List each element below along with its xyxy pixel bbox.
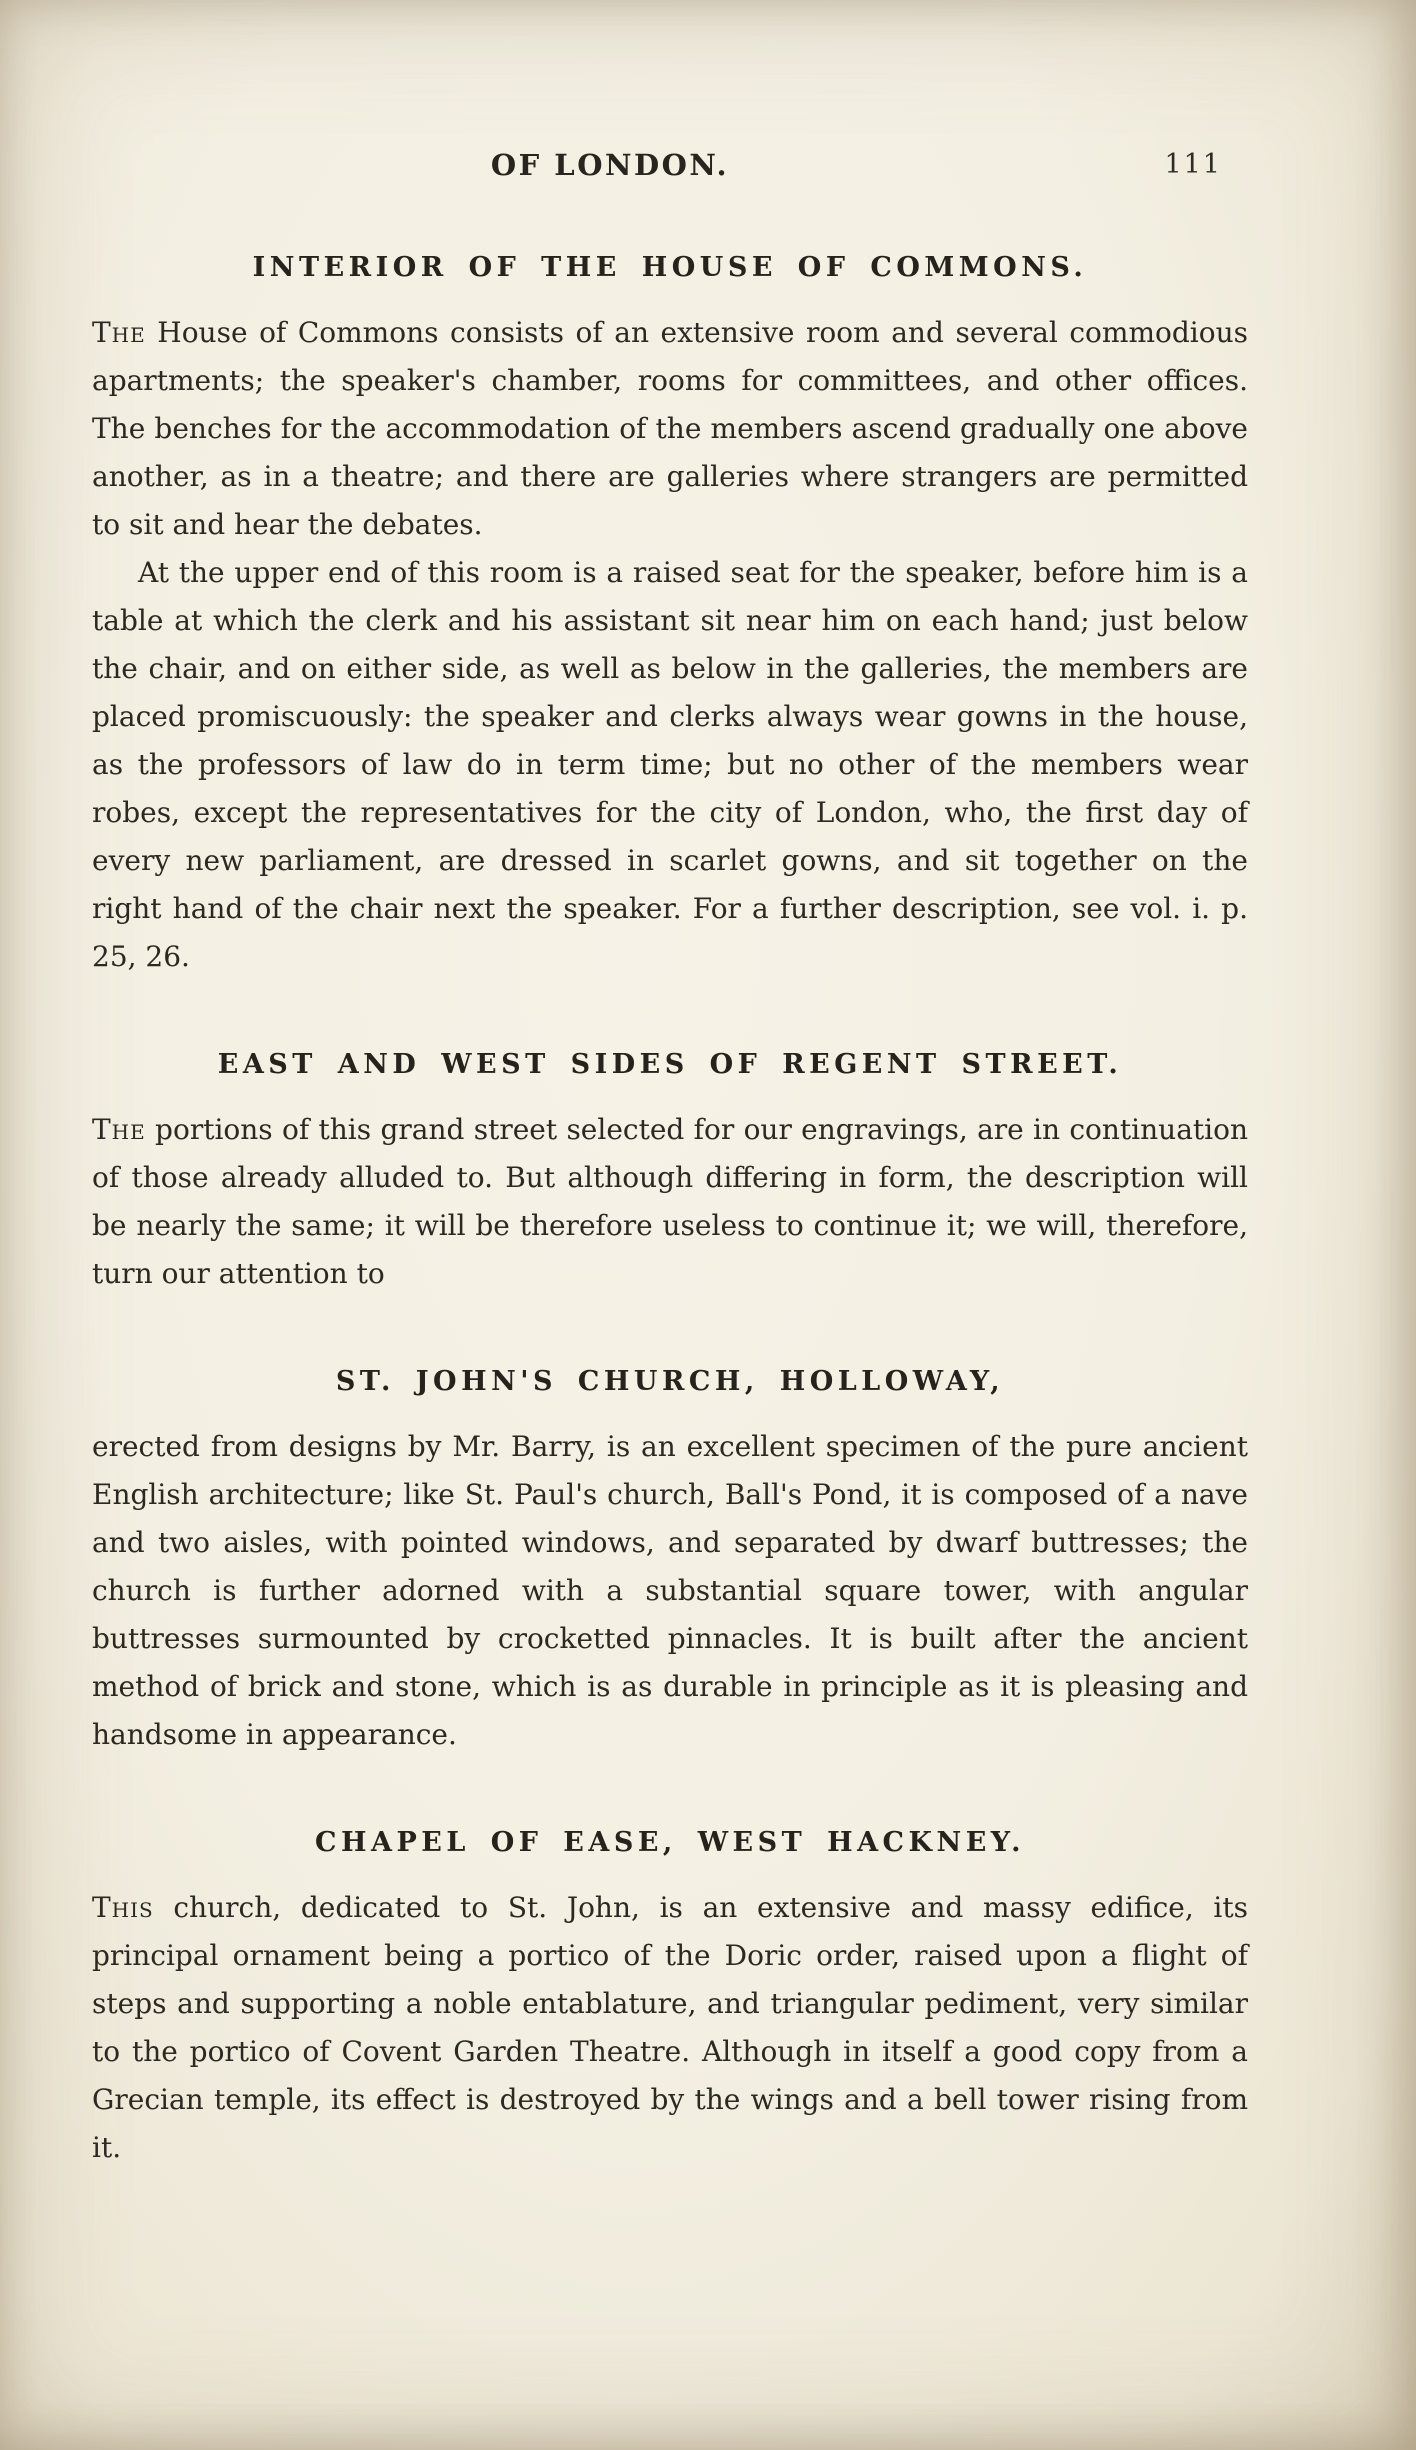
- paragraph: erected from designs by Mr. Barry, is an excellent specimen of the pure ancient English architecture; like St. Paul's church, Ball's Pond, it is composed of a nave and two aisles, with pointed windows, and separated by dwarf buttresses; the church is further adorned with a substantial square tower, with angular buttresses surmounted by crocketted pinnacles. It is built after the ancient method of brick and stone, which is as durable in principle as it is pleasing and handsome in appearance.: [92, 1430, 1248, 1751]
- section: [92, 1827, 1248, 2172]
- paragraph: The House of Commons consists of an extensive room and several commodious apartments; the speaker's chamber, rooms for committees, and other offices. The benches for the accommodation of the members ascend gradually one above another, as in a theatre; and there are galleries where strangers are permitted to sit and hear the debates.: [92, 316, 1248, 541]
- running-head-title: OF LONDON.: [490, 148, 730, 182]
- lead-word: This: [92, 1891, 154, 1924]
- paragraph: The portions of this grand street selected for our engravings, are in continuation of those already alluded to. But although differing in form, the description will be nearly the same; it will be therefore useless to continue it; we will, therefore, turn our attention to: [92, 1113, 1248, 1290]
- sections: [92, 252, 1248, 2172]
- section-heading: CHAPEL OF EASE, WEST HACKNEY.: [315, 1827, 1025, 1858]
- paragraph: This church, dedicated to St. John, is an extensive and massy edifice, its principal ornament being a portico of the Doric order, raised upon a flight of steps and supporting a noble entablature, and triangular pediment, very similar to the portico of Covent Garden Theatre. Although in itself a good copy from a Grecian temple, its effect is destroyed by the wings and a bell tower rising from it.: [92, 1891, 1248, 2164]
- section-heading: INTERIOR OF THE HOUSE OF COMMONS.: [252, 252, 1088, 283]
- section: [92, 1049, 1248, 1298]
- lead-word: The: [92, 1113, 146, 1146]
- lead-word: The: [92, 316, 146, 349]
- page-number: 111: [1164, 149, 1222, 180]
- paragraph: At the upper end of this room is a raised seat for the speaker, before him is a table at which the clerk and his assistant sit near him on each hand; just below the chair, and on either side, as well as below in the galleries, the members are placed promiscuously: the speaker and clerks always wear gowns in the house, as the professors of law do in term time; but no other of the members wear robes, except the representatives for the city of London, who, the first day of every new parliament, are dressed in scarlet gowns, and sit together on the right hand of the chair next the speaker. For a further description, see vol. i. p. 25, 26.: [92, 556, 1248, 973]
- section-heading: ST. JOHN'S CHURCH, HOLLOWAY,: [335, 1366, 1005, 1397]
- section-heading: EAST AND WEST SIDES OF REGENT STREET.: [217, 1049, 1123, 1080]
- section: [92, 1366, 1248, 1759]
- running-head: [92, 148, 1248, 190]
- section: [92, 252, 1248, 981]
